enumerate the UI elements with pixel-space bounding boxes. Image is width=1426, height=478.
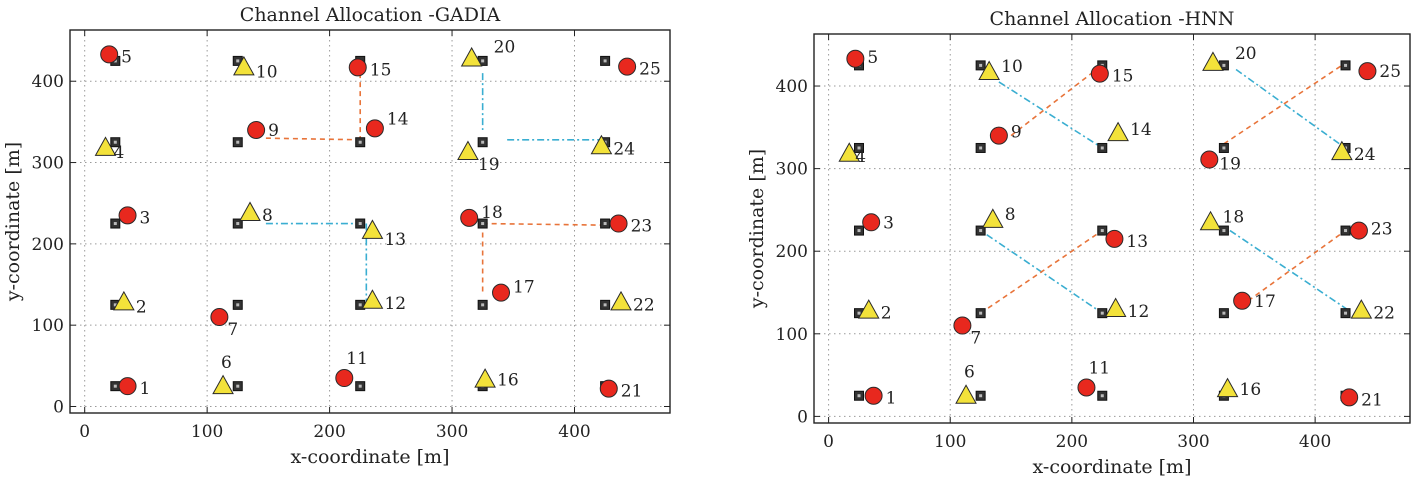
panel1-node-label-6: 6: [221, 353, 232, 374]
panel2-node-label-24: 24: [1353, 145, 1376, 166]
panel2-node-label-17: 17: [1254, 291, 1276, 312]
panel1-square-marker-dot-19: [481, 141, 484, 144]
panel1-y-tick-label-200: 200: [31, 234, 64, 255]
panel2-node-label-4: 4: [855, 146, 867, 167]
panel2-node-label-1: 1: [885, 388, 897, 409]
panel1-square-marker-dot-1: [114, 385, 117, 388]
panel2-y-tick-label-100: 100: [775, 324, 808, 345]
panel2-y-tick-label-400: 400: [775, 77, 808, 98]
panel2-x-tick-label-200: 200: [1055, 432, 1089, 452]
panel2-square-marker-dot-18: [1222, 229, 1225, 232]
panel2-circle-marker-19: [1201, 151, 1218, 168]
panel1-node-label-10: 10: [255, 62, 278, 83]
panel2-square-marker-dot-11: [1101, 394, 1104, 397]
panel1-square-marker-dot-22: [604, 303, 607, 306]
panel1-square-marker-dot-9: [236, 141, 239, 144]
panel2-square-marker-dot-3: [858, 229, 861, 232]
panel1-x-tick-label-200: 200: [313, 422, 346, 442]
panel1-node-label-7: 7: [227, 320, 239, 341]
panel2-circle-marker-1: [865, 387, 882, 404]
panel1-circle-marker-25: [619, 58, 636, 75]
panel2-square-marker-dot-2: [858, 312, 861, 315]
panel1-node-label-3: 3: [139, 208, 151, 229]
panel1-node-label-12: 12: [384, 293, 407, 314]
panel2-node-label-20: 20: [1234, 43, 1257, 64]
panel2-circle-marker-3: [863, 214, 880, 231]
panel2-square-marker-dot-23: [1344, 229, 1347, 232]
panel2-node-label-2: 2: [880, 303, 892, 324]
panel1-node-label-20: 20: [493, 37, 516, 58]
panel2-x-tick-label-400: 400: [1298, 432, 1332, 452]
panel2-node-label-18: 18: [1222, 207, 1245, 228]
panel2-y-tick-label-200: 200: [775, 242, 808, 263]
panel1-x-tick-label-100: 100: [190, 422, 224, 442]
panel2-node-label-8: 8: [1004, 204, 1016, 225]
panel1-circle-marker-3: [119, 207, 136, 224]
panel1-circle-marker-21: [600, 380, 617, 397]
panel1-y-tick-label-400: 400: [31, 72, 64, 93]
panel2-node-label-9: 9: [1010, 122, 1022, 143]
panel1-node-label-23: 23: [630, 216, 653, 237]
panel2-square-marker-dot-14: [1101, 146, 1104, 149]
panel2-node-label-19: 19: [1219, 154, 1241, 175]
panel2-circle-marker-7: [954, 317, 971, 334]
panel1-square-marker-dot-7: [236, 303, 239, 306]
panel1-circle-marker-11: [336, 370, 353, 387]
panel1-square-marker-dot-23: [604, 222, 607, 225]
panel1-node-label-22: 22: [633, 295, 655, 316]
panel2-chart-title: Channel Allocation -HNN: [989, 8, 1235, 30]
panel2-circle-marker-9: [990, 127, 1007, 144]
panel2-y-tick-label-300: 300: [775, 159, 808, 180]
panel1-plot-area: [70, 30, 670, 413]
panel2-x-tick-label-0: 0: [823, 432, 835, 452]
panel1-node-label-19: 19: [477, 154, 500, 175]
panel1-circle-marker-15: [349, 59, 366, 76]
panel1-x-tick-label-0: 0: [79, 422, 91, 442]
panel1-circle-marker-9: [248, 122, 265, 139]
panel2-circle-marker-21: [1341, 389, 1358, 406]
panel2-circle-marker-13: [1106, 230, 1123, 247]
panel1-square-marker-dot-14: [359, 141, 362, 144]
panel1-x-axis-label: x-coordinate [m]: [290, 446, 450, 468]
panel2-node-label-13: 13: [1126, 231, 1149, 252]
panel1-y-axis-label: y-coordinate [m]: [2, 141, 24, 302]
panel1-square-marker-dot-12: [359, 303, 362, 306]
panel2-square-marker-dot-9: [979, 146, 982, 149]
panel2-x-tick-label-100: 100: [934, 432, 967, 452]
panel1-chart-title: Channel Allocation -GADIA: [239, 4, 501, 26]
panel1-square-marker-dot-25: [604, 59, 607, 62]
panel2-square-marker-dot-12: [1101, 312, 1104, 315]
panel2-x-axis-label: x-coordinate [m]: [1032, 456, 1192, 478]
panel2-node-label-12: 12: [1127, 302, 1150, 323]
panel1-node-label-4: 4: [113, 142, 125, 163]
panel1-square-marker-dot-6: [236, 385, 239, 388]
panel1-square-marker-dot-20: [481, 59, 484, 62]
panel1-node-label-16: 16: [497, 370, 519, 391]
panel2-node-label-3: 3: [883, 213, 894, 234]
panel1-node-label-5: 5: [121, 47, 133, 68]
panel2-square-marker-dot-10: [979, 64, 982, 67]
panel1-circle-marker-17: [493, 284, 510, 301]
panel1-y-tick-label-300: 300: [31, 153, 64, 174]
panel2-x-tick-label-300: 300: [1177, 432, 1210, 452]
panel1-circle-marker-7: [211, 309, 228, 326]
panel2-node-label-23: 23: [1370, 219, 1393, 240]
panel2-square-marker-dot-7: [979, 312, 982, 315]
panel1-node-label-13: 13: [384, 229, 407, 250]
panel1-circle-marker-23: [610, 215, 627, 232]
panel1-square-marker-dot-8: [236, 222, 239, 225]
panel2-square-marker-dot-19: [1222, 146, 1225, 149]
panel2-node-label-16: 16: [1239, 380, 1262, 401]
panel1-node-label-15: 15: [369, 60, 392, 81]
panel1-x-tick-label-300: 300: [435, 422, 469, 442]
panel1-y-tick-label-100: 100: [31, 316, 64, 337]
panel1-circle-marker-5: [101, 46, 118, 63]
panel2-plot-area: [814, 34, 1410, 423]
panel2-square-marker-dot-22: [1344, 312, 1347, 315]
panel2-node-label-22: 22: [1373, 303, 1395, 324]
panel2-circle-marker-25: [1359, 63, 1376, 80]
panel2-node-label-7: 7: [970, 328, 982, 349]
panel1-node-label-2: 2: [135, 297, 147, 318]
panel1-node-label-1: 1: [139, 379, 151, 400]
panel2-circle-marker-5: [847, 50, 864, 67]
panel1-circle-marker-1: [119, 378, 136, 395]
panel1-circle-marker-14: [366, 120, 383, 137]
panel1-square-marker-dot-3: [114, 222, 117, 225]
panel1-node-label-8: 8: [262, 205, 273, 226]
panel2-node-label-11: 11: [1088, 358, 1111, 379]
panel1-node-label-18: 18: [481, 202, 503, 223]
panel2-square-marker-dot-25: [1344, 64, 1347, 67]
panel1-node-label-14: 14: [386, 109, 409, 130]
panel1-square-marker-dot-13: [359, 222, 362, 225]
panel1-x-tick-label-400: 400: [558, 422, 591, 442]
panel2-circle-marker-15: [1091, 65, 1108, 82]
panel1-square-marker-dot-17: [481, 303, 484, 306]
panel2-square-marker-dot-1: [858, 394, 861, 397]
panel2-circle-marker-11: [1078, 379, 1095, 396]
panel2-square-marker-dot-8: [979, 229, 982, 232]
panel1-node-label-9: 9: [268, 121, 279, 142]
panel1-node-label-21: 21: [620, 381, 643, 402]
panel1-node-label-24: 24: [613, 139, 636, 160]
panel2-node-label-25: 25: [1379, 62, 1402, 83]
panel2-square-marker-dot-20: [1222, 64, 1225, 67]
panel2-node-label-21: 21: [1361, 390, 1383, 411]
panel2-node-label-10: 10: [1001, 56, 1023, 77]
panel2-y-tick-label-0: 0: [797, 407, 808, 428]
panel1-node-label-11: 11: [346, 349, 368, 370]
panel1-node-label-17: 17: [513, 277, 535, 298]
panel1-square-marker-dot-11: [359, 385, 362, 388]
panel2-square-marker-dot-17: [1222, 312, 1225, 315]
panel2-y-axis-label: y-coordinate [m]: [746, 148, 768, 309]
panel1-square-marker-dot-10: [236, 59, 239, 62]
panel1-circle-marker-18: [461, 209, 478, 226]
panel2-circle-marker-23: [1350, 222, 1367, 239]
panel2-node-label-14: 14: [1130, 120, 1152, 141]
panel2-node-label-6: 6: [964, 362, 975, 383]
panel2-node-label-15: 15: [1111, 66, 1134, 87]
panel2-circle-marker-17: [1234, 292, 1251, 309]
panel2-square-marker-dot-6: [979, 394, 982, 397]
panel2-node-label-5: 5: [867, 47, 879, 68]
panel2-square-marker-dot-13: [1101, 229, 1104, 232]
panel1-y-tick-label-0: 0: [53, 397, 64, 418]
panel1-node-label-25: 25: [639, 59, 661, 80]
